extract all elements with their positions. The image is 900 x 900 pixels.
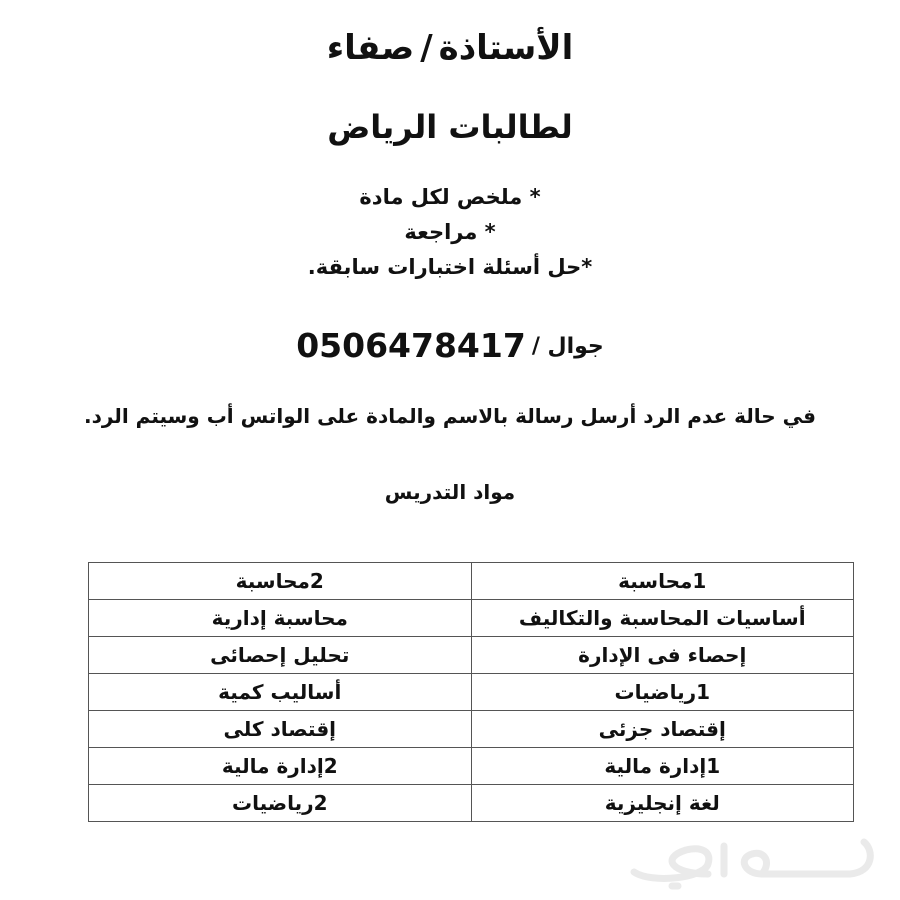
table-cell: إحصاء فى الإدارة bbox=[471, 637, 854, 674]
audience-heading: لطالبات الرياض bbox=[327, 108, 573, 146]
table-cell: لغة إنجليزية bbox=[471, 785, 854, 822]
teacher-separator: / bbox=[420, 28, 433, 68]
subjects-table bbox=[88, 562, 854, 822]
phone-number: 0506478417 bbox=[296, 326, 526, 365]
services-list bbox=[0, 180, 900, 285]
notice-text: في حالة عدم الرد أرسل رسالة بالاسم والمادة على الواتس أب وسيتم الرد. bbox=[84, 404, 816, 428]
table-cell: 1محاسبة bbox=[471, 563, 854, 600]
service-item: * ملخص لكل مادة bbox=[359, 185, 541, 209]
table-cell: أساسيات المحاسبة والتكاليف bbox=[471, 600, 854, 637]
teacher-prefix: الأستاذة bbox=[438, 28, 574, 68]
service-item: *حل أسئلة اختبارات سابقة. bbox=[307, 255, 593, 279]
table-cell: محاسبة إدارية bbox=[89, 600, 472, 637]
table-cell: إقتصاد جزئى bbox=[471, 711, 854, 748]
service-item: * مراجعة bbox=[404, 220, 496, 244]
teacher-heading bbox=[0, 28, 900, 68]
contact-line bbox=[0, 326, 900, 365]
table-cell: أساليب كمية bbox=[89, 674, 472, 711]
table-row bbox=[89, 785, 854, 822]
table-row bbox=[89, 711, 854, 748]
table-cell: تحليل إحصائى bbox=[89, 637, 472, 674]
table-cell: 2رياضيات bbox=[89, 785, 472, 822]
table-cell: 2إدارة مالية bbox=[89, 748, 472, 785]
table-row bbox=[89, 674, 854, 711]
table-cell: 1رياضيات bbox=[471, 674, 854, 711]
table-row bbox=[89, 748, 854, 785]
table-cell: 1إدارة مالية bbox=[471, 748, 854, 785]
table-cell: 2محاسبة bbox=[89, 563, 472, 600]
table-row bbox=[89, 563, 854, 600]
table-row bbox=[89, 600, 854, 637]
phone-label: جوال / bbox=[531, 334, 604, 359]
haraj-logo-watermark-icon bbox=[612, 828, 892, 892]
subjects-title: مواد التدريس bbox=[384, 480, 516, 504]
teacher-name: صفاء bbox=[326, 28, 415, 68]
table-row bbox=[89, 637, 854, 674]
table-cell: إقتصاد كلى bbox=[89, 711, 472, 748]
